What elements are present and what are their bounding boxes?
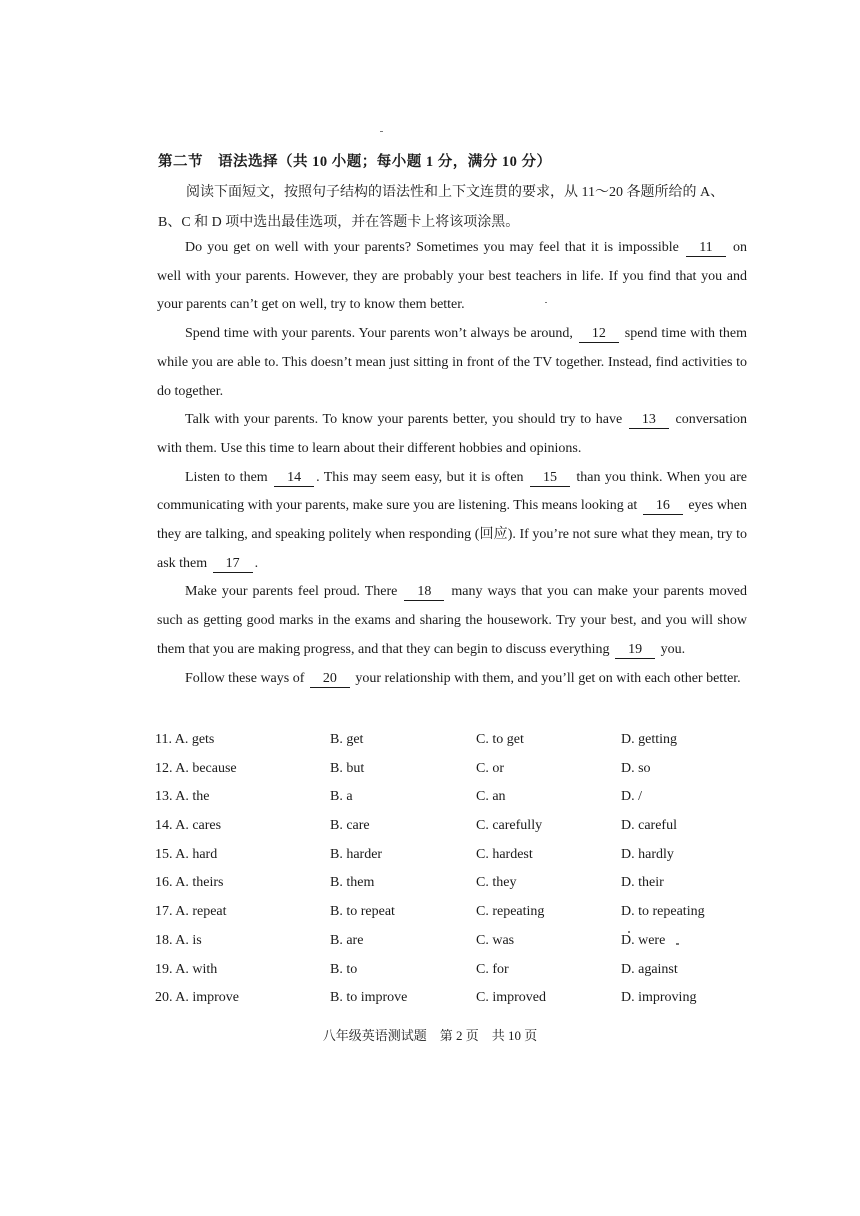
paragraph-text: than you think. When you are communicating with your parents, make sure you are listening. This means looking at — [157, 469, 748, 514]
instructions-line-2: B、C 和 D 项中选出最佳选项，并在答题卡上将该项涂黑。 — [158, 215, 520, 230]
blank-19: 19 — [615, 642, 655, 659]
option-a: 12. A. because — [155, 760, 237, 776]
option-d: D. so — [621, 760, 651, 776]
paragraph-text: your relationship with them, and you’ll get on with each other better. — [355, 670, 741, 686]
paragraph-text: many ways that you can make your parents moved such as getting good marks in the exams and sharing the housework. Try your best, and you will show them that you are making progress, and that they can begin to discuss everything — [157, 584, 748, 657]
blank-15: 15 — [530, 470, 570, 487]
blank-16: 16 — [643, 498, 683, 515]
option-d: D. / — [621, 789, 642, 805]
option-b: B. harder — [330, 846, 383, 862]
option-b: B. to — [330, 961, 358, 977]
paragraph-text: Listen to them — [185, 469, 268, 485]
option-row-17 — [155, 904, 755, 933]
paragraph-text: you. — [660, 641, 686, 657]
paragraph-text: eyes when they are talking, and speaking politely when responding (回应). If you’re not sure what they mean, try to ask them — [157, 498, 748, 571]
option-row-15 — [155, 847, 755, 876]
option-a: 14. A. cares — [155, 818, 222, 834]
paragraph-3 — [157, 406, 747, 463]
option-d: D. getting — [621, 732, 677, 747]
option-row-18 — [155, 933, 755, 962]
option-c: C. improved — [476, 990, 546, 1006]
paragraph-text: Talk with your parents. To know your parents better, you should try to have — [185, 412, 623, 428]
instructions-line-1: 阅读下面短文，按照句子结构的语法性和上下文连贯的要求，从 11～20 各题所给的 A、 — [186, 185, 725, 200]
option-a: 17. A. repeat — [155, 904, 227, 920]
answer-options — [155, 732, 755, 1019]
option-c: C. hardest — [476, 846, 533, 862]
option-row-13 — [155, 789, 755, 818]
option-c: C. an — [476, 789, 506, 805]
option-a: 18. A. is — [155, 932, 202, 948]
scan-speck — [676, 943, 679, 945]
blank-12: 12 — [579, 326, 619, 343]
paragraph-1 — [157, 234, 747, 320]
option-a: 13. A. the — [155, 789, 210, 805]
option-c: C. repeating — [476, 904, 545, 920]
paragraph-4 — [157, 464, 747, 579]
option-c: C. to get — [476, 732, 524, 747]
option-b: B. them — [330, 875, 375, 891]
paragraph-text: spend time with them while you are able to. This doesn’t mean just sitting in front of the TV together. Instead, find activities to do together. — [157, 326, 747, 399]
option-a: 16. A. theirs — [155, 875, 224, 891]
option-d: D. to repeating — [621, 904, 705, 920]
paragraph-text: Spend time with your parents. Your parents won’t always be around, — [185, 326, 573, 342]
option-b: B. to improve — [330, 990, 408, 1006]
option-a: 19. A. with — [155, 961, 218, 977]
instructions — [158, 178, 748, 238]
paragraph-2 — [157, 320, 747, 406]
option-b: B. a — [330, 789, 353, 805]
option-c: C. was — [476, 932, 515, 948]
scan-speck — [380, 131, 383, 132]
paragraph-text: conversation with them. Use this time to learn about their different hobbies and opinions. — [157, 412, 748, 456]
option-d: D. were — [621, 932, 666, 948]
option-a: 15. A. hard — [155, 846, 218, 862]
paragraph-6 — [157, 665, 747, 694]
option-d: D. careful — [621, 818, 677, 834]
option-c: C. carefully — [476, 818, 543, 834]
paragraph-text: Follow these ways of — [185, 670, 305, 686]
option-b: B. but — [330, 760, 365, 776]
paragraph-text: on well with your parents. However, they are probably your best teachers in life. If you find that you and your parents can’t get on well, try to know them better. — [157, 240, 748, 313]
option-c: C. or — [476, 760, 504, 776]
option-row-11 — [155, 732, 755, 761]
option-row-12 — [155, 761, 755, 790]
option-d: D. against — [621, 961, 678, 977]
paragraph-text: Make your parents feel proud. There — [185, 584, 398, 600]
option-a: 20. A. improve — [155, 990, 239, 1006]
paragraph-5 — [157, 578, 747, 664]
reading-passage — [157, 234, 747, 693]
option-b: B. get — [330, 732, 364, 747]
section-title: 第二节 语法选择（共 10 小题；每小题 1 分，满分 10 分） — [158, 154, 552, 170]
scan-speck — [545, 302, 547, 303]
blank-18: 18 — [404, 584, 444, 601]
option-b: B. to repeat — [330, 904, 395, 920]
option-c: C. for — [476, 961, 509, 977]
blank-17: 17 — [213, 556, 253, 573]
option-b: B. are — [330, 932, 364, 948]
option-row-16 — [155, 875, 755, 904]
option-row-19 — [155, 962, 755, 991]
paragraph-text: Do you get on well with your parents? Sometimes you may feel that it is impossible — [185, 240, 679, 255]
blank-14: 14 — [274, 470, 314, 487]
option-b: B. care — [330, 818, 370, 834]
paragraph-text: . This may seem easy, but it is often — [316, 469, 524, 485]
option-a: 11. A. gets — [155, 732, 215, 747]
option-row-14 — [155, 818, 755, 847]
blank-11: 11 — [686, 240, 726, 257]
paragraph-text: . — [254, 555, 259, 571]
option-d: D. improving — [621, 990, 697, 1006]
option-c: C. they — [476, 875, 517, 891]
page-footer: 八年级英语测试题 第 2 页 共 10 页 — [322, 1028, 538, 1043]
option-row-20 — [155, 990, 755, 1019]
scan-speck — [628, 931, 630, 933]
blank-13: 13 — [629, 412, 669, 429]
option-d: D. their — [621, 875, 664, 891]
blank-20: 20 — [310, 671, 350, 688]
option-d: D. hardly — [621, 846, 674, 862]
